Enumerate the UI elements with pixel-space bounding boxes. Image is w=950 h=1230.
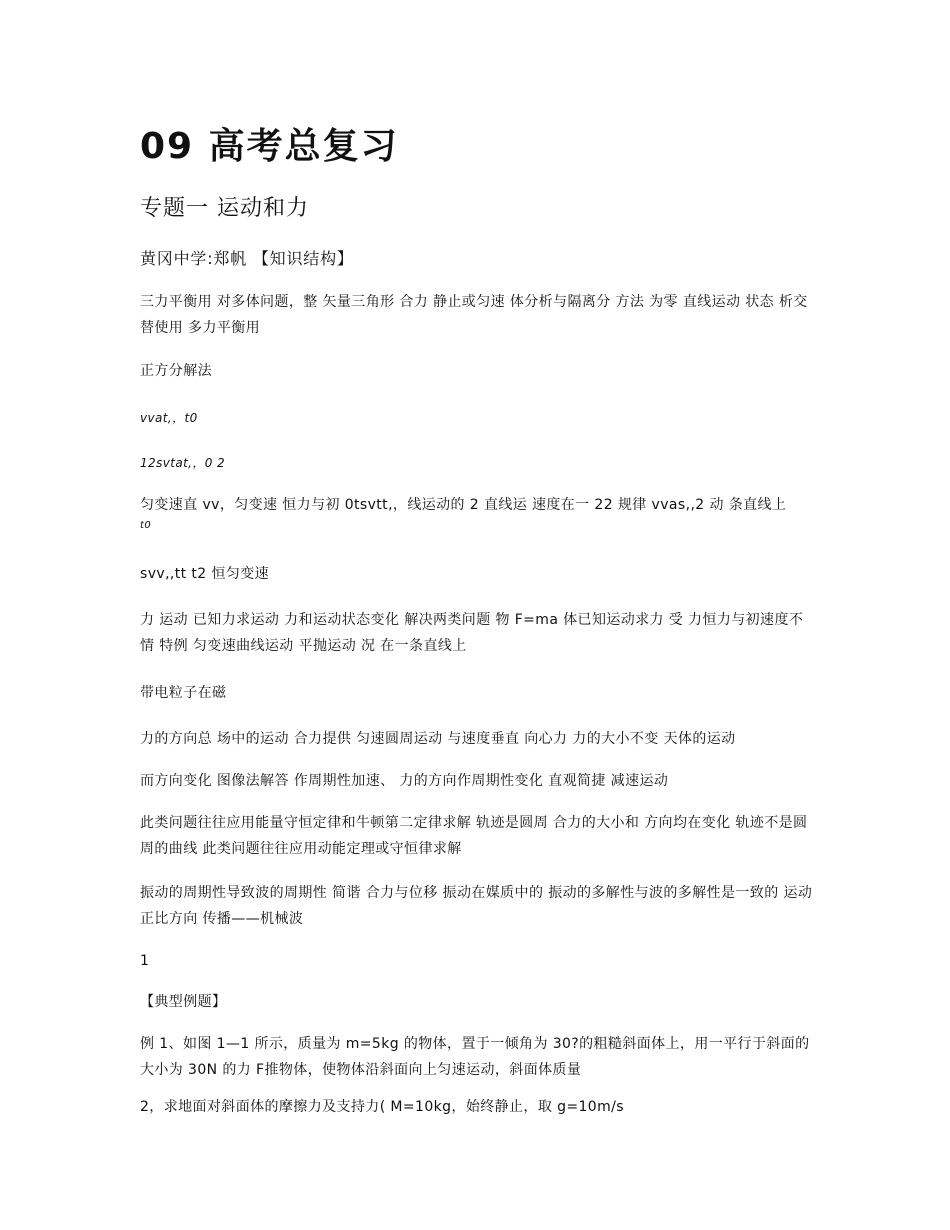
formula-subscript: t0 [140,520,152,531]
formula-displacement: 12svtat,，0 2 [140,456,226,470]
knowledge-line-wave: 振动的周期性导致波的周期性 简谐 合力与位移 振动在媒质中的 振动的多解性与波的多解性是一致的 运动 正比方向 传播——机械波 [140,885,813,927]
knowledge-line-periodic-force: 而方向变化 图像法解答 作周期性加速、 力的方向作周期性变化 直观简捷 减速运动 [140,773,669,789]
section-heading-examples: 【典型例题】 [140,994,227,1010]
formula-uniform-acceleration: 匀变速直 vv，匀变速 恒力与初 0tsvtt,，线运动的 2 直线运 速度在一 22 规律 vvas,,2 动 条直线上 [140,497,787,513]
example-1-text: 例 1、如图 1—1 所示，质量为 m=5kg 的物体，置于一倾角为 30?的粗糙斜面体上，用一平行于斜面的大小为 30N 的力 F推物体，使物体沿斜面向上匀速运动，斜面体质量 [140,1036,810,1078]
topic-subtitle: 专题一 运动和力 [140,196,309,221]
page-number: 1 [140,953,150,969]
knowledge-line-decomposition: 正方分解法 [140,363,212,379]
knowledge-line-balance: 三力平衡用 对多体问题，整 矢量三角形 合力 静止或匀速 体分析与隔离分 方法 为零 直线运动 状态 析交替使用 多力平衡用 [140,294,808,336]
example-1-continued: 2，求地面对斜面体的摩擦力及支持力( M=10kg，始终静止，取 g=10m/s [140,1099,624,1115]
formula-average-velocity: svv,,tt t2 恒匀变速 [140,566,270,582]
knowledge-line-charged-particle: 带电粒子在磁 [140,685,227,701]
formula-velocity: vvat,，t0 [140,411,198,425]
knowledge-line-force-motion: 力 运动 已知力求运动 力和运动状态变化 解决两类问题 物 F=ma 体已知运动求力 受 力恒力与初速度不 情 特例 匀变速曲线运动 平抛运动 况 在一条直线上 [140,612,804,654]
knowledge-line-circular-motion: 力的方向总 场中的运动 合力提供 匀速圆周运动 与速度垂直 向心力 力的大小不变 天体的运动 [140,731,736,747]
document-title: 09 高考总复习 [140,126,399,167]
author-line: 黄冈中学:郑帆 【知识结构】 [140,249,354,268]
knowledge-line-energy: 此类问题往往应用能量守恒定律和牛顿第二定律求解 轨迹是圆周 合力的大小和 方向均在变化 轨迹不是圆周的曲线 此类问题往往应用动能定理或守恒律求解 [140,815,808,857]
